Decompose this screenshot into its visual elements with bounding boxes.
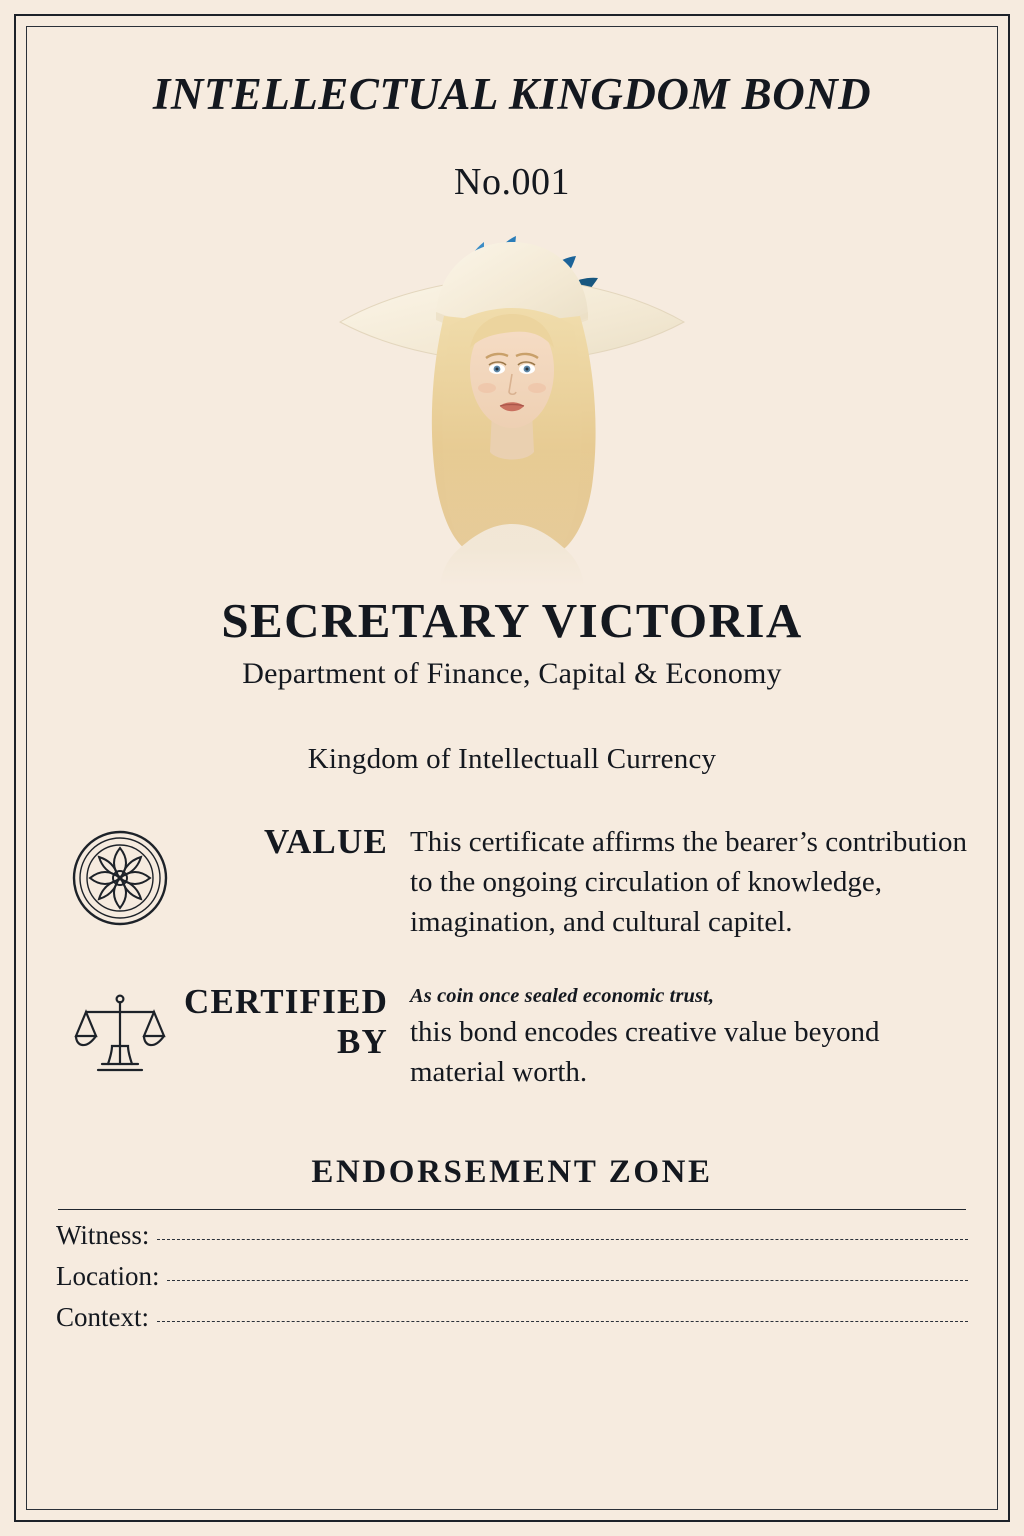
balance-scales-icon	[72, 988, 168, 1084]
certified-by-icon-cell	[56, 982, 184, 1084]
certified-by-body	[410, 982, 968, 1092]
certified-by-body-italic: As coin once sealed economic trust,	[410, 984, 715, 1007]
portrait-illustration	[332, 196, 692, 586]
certified-by-body-main: this bond encodes creative value beyond material worth.	[410, 1015, 880, 1088]
value-row	[56, 822, 968, 942]
portrait	[332, 196, 692, 586]
field-location[interactable]	[56, 1261, 968, 1292]
value-label: VALUE	[263, 821, 388, 861]
certified-by-label: CERTIFIED BY	[184, 981, 389, 1062]
certified-by-row	[56, 982, 968, 1092]
rosette-medallion-icon	[70, 828, 170, 928]
certificate-content	[56, 42, 968, 1333]
field-location-label: Location:	[56, 1260, 160, 1291]
bond-number: No.001	[454, 160, 570, 203]
value-body: This certificate affirms the bearer’s contribution to the ongoing circulation of knowledge, imagination, and cultural capitel.	[410, 825, 967, 938]
field-witness-label: Witness:	[56, 1219, 150, 1250]
person-department: Department of Finance, Capital & Economy	[242, 656, 782, 690]
field-context-label: Context:	[56, 1301, 149, 1332]
field-location-input[interactable]	[167, 1260, 968, 1281]
divider	[58, 1209, 966, 1210]
endorsement-heading: ENDORSEMENT ZONE	[311, 1153, 713, 1190]
field-witness-input[interactable]	[157, 1219, 968, 1240]
endorsement-fields	[56, 1220, 968, 1333]
field-witness[interactable]	[56, 1220, 968, 1251]
value-row-icon-cell	[56, 822, 184, 928]
field-context[interactable]	[56, 1302, 968, 1333]
page-title: INTELLECTUAL KINGDOM BOND	[152, 69, 872, 119]
field-context-input[interactable]	[157, 1301, 968, 1322]
kingdom-line: Kingdom of Intellectuall Currency	[307, 742, 717, 775]
person-name: SECRETARY VICTORIA	[221, 592, 803, 648]
